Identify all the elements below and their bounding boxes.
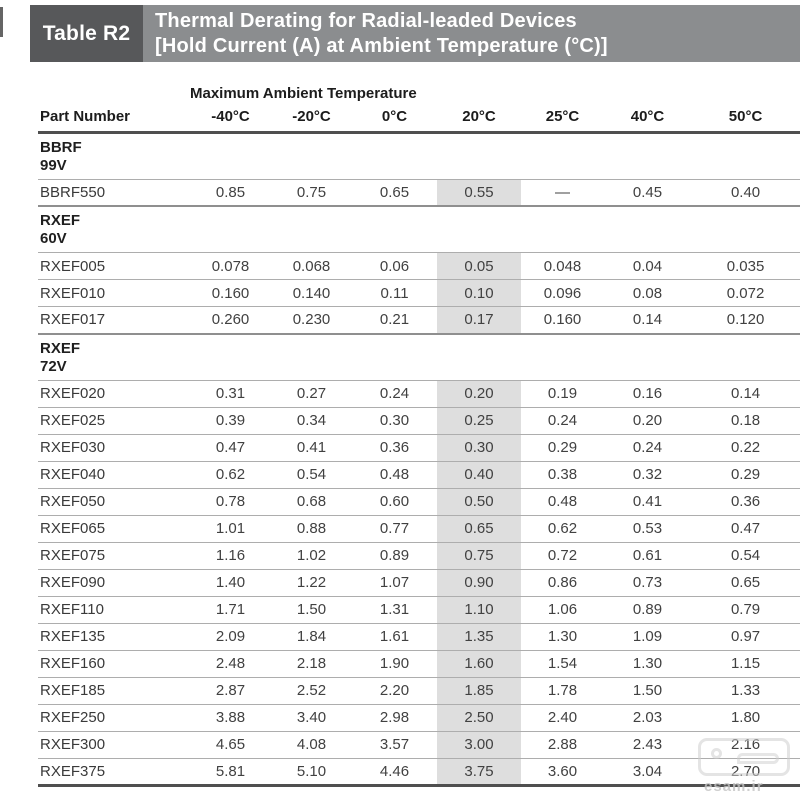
value-cell: 0.40 [691, 179, 800, 206]
part-number-cell: RXEF005 [38, 253, 190, 280]
value-cell: 0.38 [521, 461, 604, 488]
value-cell: 1.09 [604, 623, 691, 650]
scan-edge-artifact [0, 7, 3, 37]
value-cell: 0.45 [604, 179, 691, 206]
table-row [38, 704, 800, 731]
value-cell: 2.50 [437, 704, 521, 731]
value-cell: 0.05 [437, 253, 521, 280]
value-cell: 0.85 [190, 179, 271, 206]
value-cell: 1.10 [437, 596, 521, 623]
part-number-cell: RXEF065 [38, 515, 190, 542]
part-number-cell: RXEF050 [38, 488, 190, 515]
value-cell: 1.06 [521, 596, 604, 623]
value-cell: 1.90 [352, 650, 437, 677]
table-row [38, 488, 800, 515]
value-cell: 0.30 [437, 434, 521, 461]
value-cell: 5.81 [190, 758, 271, 785]
value-cell: 1.84 [271, 623, 352, 650]
table-row [38, 307, 800, 334]
value-cell: 0.17 [437, 307, 521, 334]
value-cell: 0.19 [521, 380, 604, 407]
part-number-cell: RXEF250 [38, 704, 190, 731]
value-cell: 2.98 [352, 704, 437, 731]
value-cell: 0.08 [604, 280, 691, 307]
part-number-cell: RXEF110 [38, 596, 190, 623]
value-cell: 2.70 [691, 758, 800, 785]
value-cell: 0.078 [190, 253, 271, 280]
value-cell: 2.16 [691, 731, 800, 758]
value-cell: 0.54 [271, 461, 352, 488]
value-cell: 0.90 [437, 569, 521, 596]
value-cell: 2.88 [521, 731, 604, 758]
superheader-spacer [38, 80, 190, 102]
value-cell: 0.61 [604, 542, 691, 569]
temp-header-1: -20°C [271, 102, 352, 132]
table-title-line1: Thermal Derating for Radial-leaded Devices [155, 9, 577, 32]
value-cell: 0.24 [521, 407, 604, 434]
value-cell: 3.04 [604, 758, 691, 785]
value-cell: 0.36 [691, 488, 800, 515]
part-number-cell: BBRF550 [38, 179, 190, 206]
value-cell: 0.48 [352, 461, 437, 488]
group-family-label: BBRF [40, 138, 82, 156]
group-header-row [38, 334, 800, 381]
value-cell: 0.72 [521, 542, 604, 569]
table-row [38, 569, 800, 596]
group-voltage-label: 60V [40, 230, 67, 247]
value-cell: 1.16 [190, 542, 271, 569]
value-cell: 0.20 [604, 407, 691, 434]
part-number-header: Part Number [38, 102, 190, 132]
table-title [143, 5, 800, 62]
value-cell: 3.88 [190, 704, 271, 731]
part-number-cell: RXEF300 [38, 731, 190, 758]
value-cell: 0.89 [604, 596, 691, 623]
value-cell: 0.230 [271, 307, 352, 334]
value-cell: 1.35 [437, 623, 521, 650]
value-cell: 0.75 [437, 542, 521, 569]
value-cell: 1.30 [521, 623, 604, 650]
table-row [38, 461, 800, 488]
table-row [38, 253, 800, 280]
value-cell: 2.48 [190, 650, 271, 677]
table-row [38, 758, 800, 785]
value-cell: 0.11 [352, 280, 437, 307]
value-cell: 0.14 [604, 307, 691, 334]
value-cell: 0.97 [691, 623, 800, 650]
value-cell: 3.40 [271, 704, 352, 731]
superheader-row [38, 80, 800, 102]
value-cell: 1.85 [437, 677, 521, 704]
value-cell: 0.160 [521, 307, 604, 334]
max-ambient-temperature-label: Maximum Ambient Temperature [190, 85, 417, 102]
value-cell: 4.08 [271, 731, 352, 758]
part-number-cell: RXEF025 [38, 407, 190, 434]
part-number-cell: RXEF075 [38, 542, 190, 569]
value-cell: 1.31 [352, 596, 437, 623]
temp-header-0: -40°C [190, 102, 271, 132]
value-cell: 0.29 [691, 461, 800, 488]
value-cell: 0.55 [437, 179, 521, 206]
value-cell: 0.29 [521, 434, 604, 461]
part-number-cell: RXEF160 [38, 650, 190, 677]
value-cell: 4.46 [352, 758, 437, 785]
value-cell: 1.30 [604, 650, 691, 677]
value-cell: 1.80 [691, 704, 800, 731]
value-cell: 1.33 [691, 677, 800, 704]
value-cell: 2.03 [604, 704, 691, 731]
group-voltage-label: 72V [40, 357, 67, 375]
value-cell: 1.15 [691, 650, 800, 677]
value-cell: 0.16 [604, 380, 691, 407]
table-label: Table R2 [30, 5, 143, 62]
table-row [38, 280, 800, 307]
value-cell: 0.24 [604, 434, 691, 461]
group-family-label: RXEF [40, 212, 81, 229]
value-cell: 1.02 [271, 542, 352, 569]
temp-header-3: 20°C [437, 102, 521, 132]
temp-header-6: 50°C [691, 102, 800, 132]
value-cell: 3.57 [352, 731, 437, 758]
value-cell: 0.04 [604, 253, 691, 280]
value-cell: 0.77 [352, 515, 437, 542]
value-cell: 0.36 [352, 434, 437, 461]
value-cell: 1.50 [271, 596, 352, 623]
value-cell: 0.140 [271, 280, 352, 307]
value-cell: 0.21 [352, 307, 437, 334]
value-cell: 0.62 [521, 515, 604, 542]
value-cell: 4.65 [190, 731, 271, 758]
value-cell: 1.40 [190, 569, 271, 596]
value-cell: 0.40 [437, 461, 521, 488]
table-row [38, 623, 800, 650]
value-cell: 0.31 [190, 380, 271, 407]
value-cell: 0.86 [521, 569, 604, 596]
table-title-line2: [Hold Current (A) at Ambient Temperature (°C)] [155, 34, 608, 57]
value-cell: 0.48 [521, 488, 604, 515]
table-row [38, 515, 800, 542]
value-cell: 0.160 [190, 280, 271, 307]
value-cell: 0.65 [437, 515, 521, 542]
part-number-cell: RXEF040 [38, 461, 190, 488]
value-cell: 0.06 [352, 253, 437, 280]
value-cell: 0.41 [604, 488, 691, 515]
value-cell: 0.18 [691, 407, 800, 434]
value-cell: 0.41 [271, 434, 352, 461]
group-header-row [38, 206, 800, 253]
temp-header-5: 40°C [604, 102, 691, 132]
group-header-row [38, 132, 800, 179]
value-cell: 1.60 [437, 650, 521, 677]
table-title-bar [30, 5, 800, 62]
table-row [38, 434, 800, 461]
part-number-cell: RXEF090 [38, 569, 190, 596]
value-cell: 1.61 [352, 623, 437, 650]
value-cell: 0.39 [190, 407, 271, 434]
value-cell: 1.50 [604, 677, 691, 704]
part-number-cell: RXEF375 [38, 758, 190, 785]
value-cell: 0.62 [190, 461, 271, 488]
value-cell: 0.50 [437, 488, 521, 515]
value-cell: 3.60 [521, 758, 604, 785]
value-cell: 0.035 [691, 253, 800, 280]
value-cell: 0.14 [691, 380, 800, 407]
value-cell: 1.71 [190, 596, 271, 623]
value-cell: 0.60 [352, 488, 437, 515]
value-cell: 1.78 [521, 677, 604, 704]
value-cell: 1.01 [190, 515, 271, 542]
group-header-cell [38, 334, 800, 381]
watermark-text: esam.ir [704, 778, 764, 795]
value-cell: 0.54 [691, 542, 800, 569]
value-cell: 0.88 [271, 515, 352, 542]
value-cell: 0.27 [271, 380, 352, 407]
value-cell: 1.22 [271, 569, 352, 596]
value-cell: 0.32 [604, 461, 691, 488]
value-cell: 2.40 [521, 704, 604, 731]
value-cell: 2.52 [271, 677, 352, 704]
value-cell: 2.43 [604, 731, 691, 758]
part-number-cell: RXEF030 [38, 434, 190, 461]
value-cell: 0.89 [352, 542, 437, 569]
value-cell: 2.87 [190, 677, 271, 704]
value-cell: 0.10 [437, 280, 521, 307]
value-cell: 2.20 [352, 677, 437, 704]
value-cell: — [521, 179, 604, 206]
value-cell: 0.24 [352, 380, 437, 407]
part-number-cell: RXEF185 [38, 677, 190, 704]
table-row [38, 380, 800, 407]
value-cell: 2.09 [190, 623, 271, 650]
value-cell: 3.00 [437, 731, 521, 758]
part-number-cell: RXEF017 [38, 307, 190, 334]
value-cell: 0.65 [691, 569, 800, 596]
value-cell: 1.54 [521, 650, 604, 677]
value-cell: 0.47 [691, 515, 800, 542]
value-cell: 0.260 [190, 307, 271, 334]
column-header-row [38, 102, 800, 132]
group-voltage-label: 99V [40, 156, 67, 174]
part-number-cell: RXEF020 [38, 380, 190, 407]
table-row [38, 731, 800, 758]
value-cell: 0.048 [521, 253, 604, 280]
group-family-label: RXEF [40, 339, 81, 357]
table-row [38, 650, 800, 677]
value-cell: 0.79 [691, 596, 800, 623]
value-cell: 0.78 [190, 488, 271, 515]
value-cell: 5.10 [271, 758, 352, 785]
value-cell: 0.25 [437, 407, 521, 434]
temp-header-2: 0°C [352, 102, 437, 132]
value-cell: 0.096 [521, 280, 604, 307]
group-header-cell [38, 206, 800, 253]
value-cell: 0.65 [352, 179, 437, 206]
part-number-cell: RXEF135 [38, 623, 190, 650]
value-cell: 0.30 [352, 407, 437, 434]
value-cell: 0.120 [691, 307, 800, 334]
thermal-derating-table [38, 80, 800, 787]
value-cell: 0.34 [271, 407, 352, 434]
table-row [38, 542, 800, 569]
value-cell: 0.47 [190, 434, 271, 461]
value-cell: 2.18 [271, 650, 352, 677]
value-cell: 0.072 [691, 280, 800, 307]
part-number-cell: RXEF010 [38, 280, 190, 307]
value-cell: 1.07 [352, 569, 437, 596]
value-cell: 0.068 [271, 253, 352, 280]
value-cell: 3.75 [437, 758, 521, 785]
value-cell: 0.68 [271, 488, 352, 515]
temp-header-4: 25°C [521, 102, 604, 132]
table-row [38, 179, 800, 206]
value-cell: 0.75 [271, 179, 352, 206]
value-cell: 0.20 [437, 380, 521, 407]
table-row [38, 596, 800, 623]
group-header-cell [38, 132, 800, 179]
value-cell: 0.22 [691, 434, 800, 461]
value-cell: 0.73 [604, 569, 691, 596]
value-cell: 0.53 [604, 515, 691, 542]
table-row [38, 677, 800, 704]
table-row [38, 407, 800, 434]
